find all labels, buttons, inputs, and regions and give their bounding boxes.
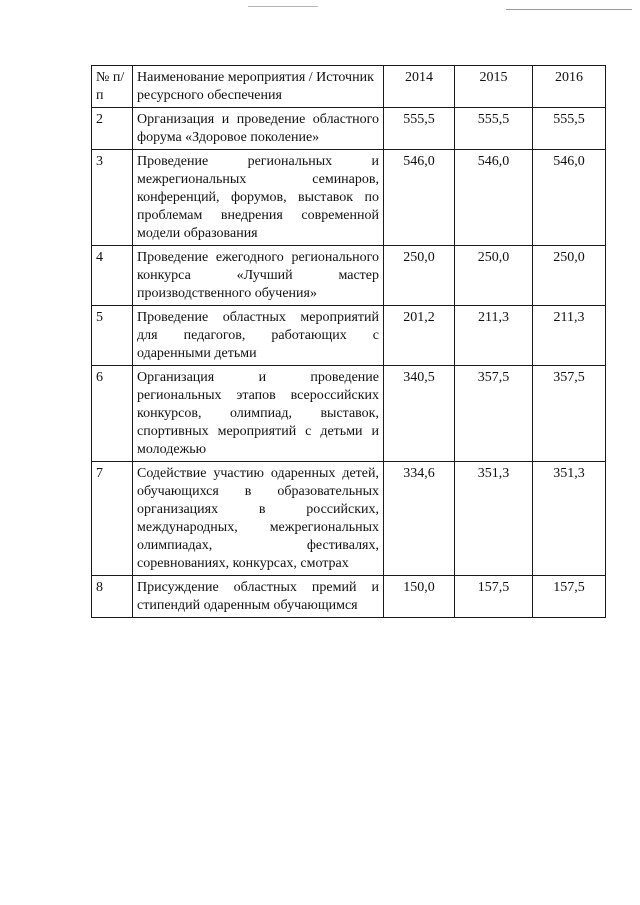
row-value-2014: 201,2 <box>384 306 455 366</box>
header-year-2016: 2016 <box>533 66 606 108</box>
row-num: 2 <box>92 108 133 150</box>
row-value-2016: 357,5 <box>533 366 606 462</box>
table-row <box>92 246 606 306</box>
table-row <box>92 462 606 576</box>
scan-artifact-line <box>506 9 632 10</box>
row-value-2015: 157,5 <box>455 576 533 618</box>
row-value-2014: 250,0 <box>384 246 455 306</box>
row-value-2015: 555,5 <box>455 108 533 150</box>
row-value-2016: 546,0 <box>533 150 606 246</box>
row-num: 7 <box>92 462 133 576</box>
row-name: Присуждение областных премий и стипендий одаренным обучающимся <box>133 576 384 618</box>
row-value-2015: 250,0 <box>455 246 533 306</box>
table-row <box>92 306 606 366</box>
row-value-2015: 211,3 <box>455 306 533 366</box>
row-name: Проведение ежегодного регионального конкурса «Лучший мастер производственного обучения» <box>133 246 384 306</box>
row-name: Организация и проведение областного форума «Здоровое поколение» <box>133 108 384 150</box>
row-value-2014: 546,0 <box>384 150 455 246</box>
row-value-2014: 555,5 <box>384 108 455 150</box>
row-value-2016: 250,0 <box>533 246 606 306</box>
row-value-2015: 357,5 <box>455 366 533 462</box>
row-value-2016: 351,3 <box>533 462 606 576</box>
header-num: № п/п <box>92 66 133 108</box>
row-num: 8 <box>92 576 133 618</box>
scan-artifact-line <box>248 6 318 7</box>
header-name: Наименование мероприятия / Источник ресурсного обеспечения <box>133 66 384 108</box>
row-value-2015: 546,0 <box>455 150 533 246</box>
row-value-2014: 334,6 <box>384 462 455 576</box>
row-value-2014: 150,0 <box>384 576 455 618</box>
row-value-2015: 351,3 <box>455 462 533 576</box>
row-name: Содействие участию одаренных детей, обучающихся в образовательных организациях в российских, международных, межрегиональных олимпиадах, фестивалях, соревнованиях, конкурсах, смотрах <box>133 462 384 576</box>
row-name: Проведение региональных и межрегиональных семинаров, конференций, форумов, выставок по проблемам внедрения современной модели образования <box>133 150 384 246</box>
row-value-2016: 555,5 <box>533 108 606 150</box>
header-year-2015: 2015 <box>455 66 533 108</box>
row-name: Проведение областных мероприятий для педагогов, работающих с одаренными детьми <box>133 306 384 366</box>
table-row <box>92 108 606 150</box>
row-name: Организация и проведение региональных этапов всероссийских конкурсов, олимпиад, выставок, спортивных мероприятий с детьми и молодежью <box>133 366 384 462</box>
header-year-2014: 2014 <box>384 66 455 108</box>
row-num: 5 <box>92 306 133 366</box>
row-value-2014: 340,5 <box>384 366 455 462</box>
table-header-row <box>92 66 606 108</box>
funding-table <box>91 65 606 618</box>
row-value-2016: 157,5 <box>533 576 606 618</box>
row-num: 3 <box>92 150 133 246</box>
row-num: 4 <box>92 246 133 306</box>
row-num: 6 <box>92 366 133 462</box>
table-row <box>92 150 606 246</box>
row-value-2016: 211,3 <box>533 306 606 366</box>
table-row <box>92 366 606 462</box>
table-row <box>92 576 606 618</box>
